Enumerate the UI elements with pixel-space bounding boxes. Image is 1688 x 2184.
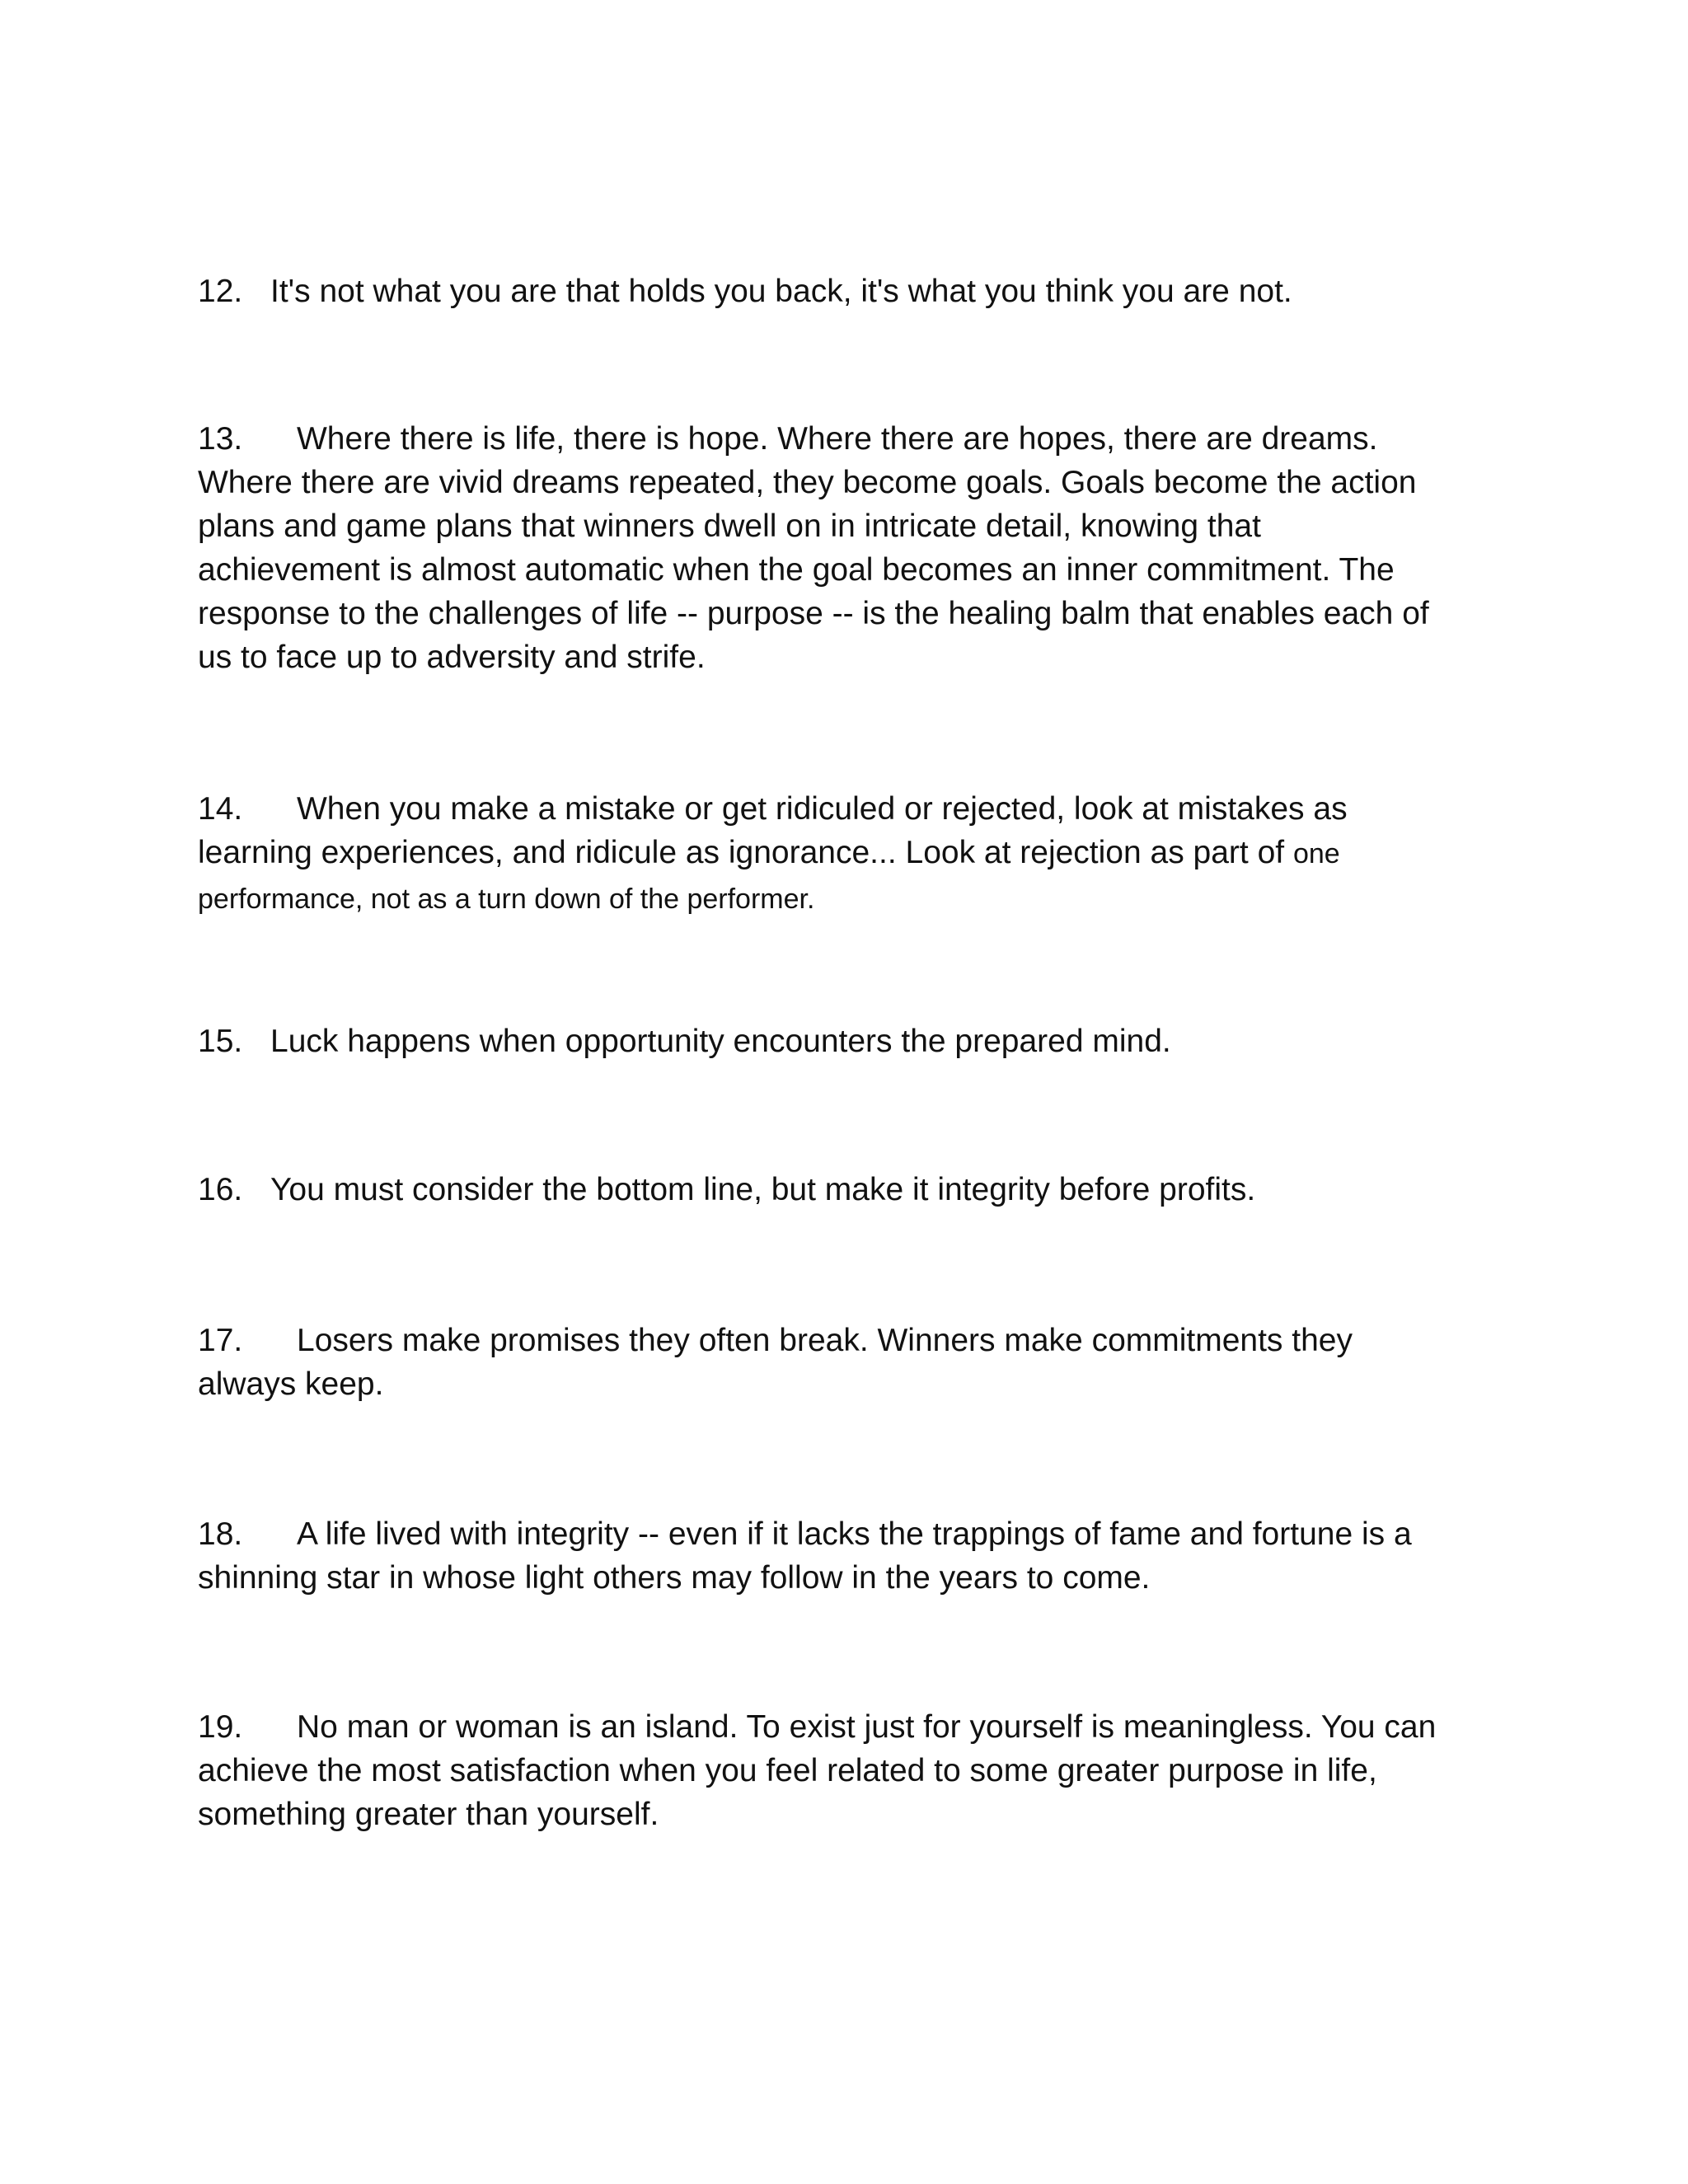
quote-text: Luck happens when opportunity encounters the prepared mind. bbox=[270, 1024, 1171, 1059]
quote-15 bbox=[198, 1019, 1451, 1063]
quote-number: 18. bbox=[198, 1516, 243, 1552]
quote-13 bbox=[198, 417, 1451, 679]
quote-text: You must consider the bottom line, but make it integrity before profits. bbox=[270, 1172, 1256, 1207]
quote-number: 12. bbox=[198, 274, 243, 309]
quote-17 bbox=[198, 1319, 1451, 1406]
quote-number: 14. bbox=[198, 791, 243, 827]
quote-19 bbox=[198, 1705, 1451, 1836]
quote-number: 15. bbox=[198, 1024, 243, 1059]
quote-text: Losers make promises they often break. Winners make commitments they always keep. bbox=[198, 1323, 1353, 1402]
quote-text: A life lived with integrity -- even if it lacks the trappings of fame and fortune is a shinning star in whose light others may follow in the years to come. bbox=[198, 1516, 1412, 1596]
quote-number: 17. bbox=[198, 1323, 243, 1358]
quote-text-small: one performance, not as a turn down of the performer. bbox=[198, 838, 1340, 915]
quote-text: No man or woman is an island. To exist just for yourself is meaningless. You can achieve the most satisfaction when you feel related to some greater purpose in life, something greater than yourself. bbox=[198, 1709, 1437, 1832]
quote-number: 16. bbox=[198, 1172, 243, 1207]
quote-number: 19. bbox=[198, 1709, 243, 1745]
quote-18 bbox=[198, 1512, 1451, 1600]
quote-text: Where there is life, there is hope. Where there are hopes, there are dreams. Where there are vivid dreams repeated, they become goals. Goals become the action plans and game plans that winners dwell on in intricate detail, knowing that achievement is almost automatic when the goal becomes an inner commitment. The response to the challenges of life -- purpose -- is the healing balm that enables each of us to face up to adversity and strife. bbox=[198, 421, 1429, 675]
quote-number: 13. bbox=[198, 421, 243, 457]
quote-14 bbox=[198, 787, 1451, 921]
quote-text: It's not what you are that holds you back, it's what you think you are not. bbox=[270, 274, 1292, 309]
quote-12 bbox=[198, 269, 1451, 313]
quote-text: When you make a mistake or get ridiculed or rejected, look at mistakes as learning experiences, and ridicule as ignorance... Look at rejection as part of bbox=[198, 791, 1348, 870]
quote-16 bbox=[198, 1168, 1451, 1212]
